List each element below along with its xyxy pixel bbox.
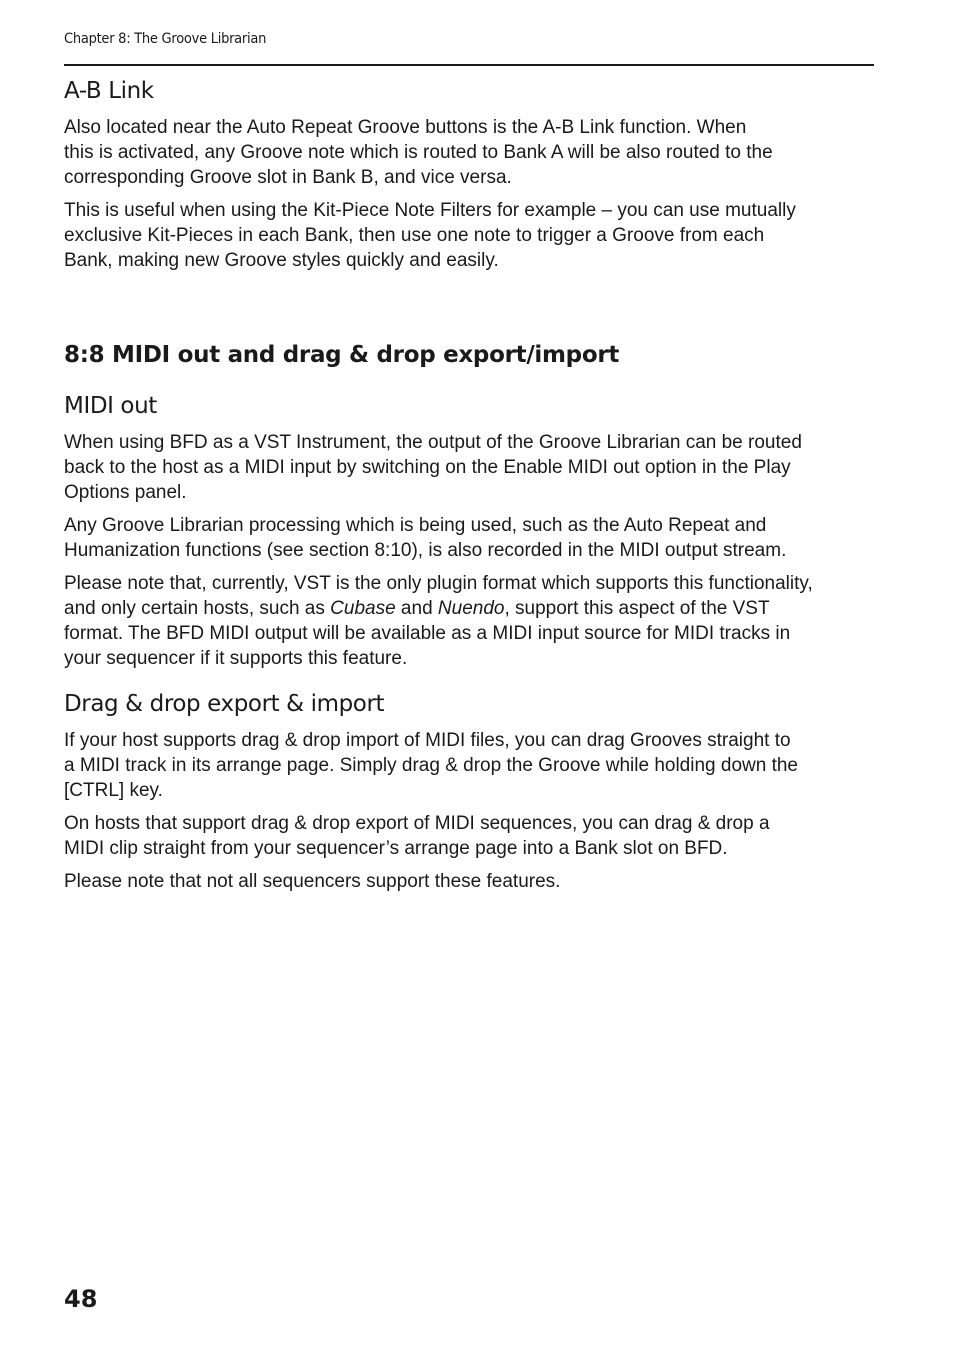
text-line: your sequencer if it supports this feature. [64, 648, 408, 669]
text-run: , support this aspect of the VST [504, 598, 770, 619]
text-line: format. The BFD MIDI output will be available as a MIDI input source for MIDI tracks in [64, 623, 791, 644]
text-line: On hosts that support drag & drop export of MIDI sequences, you can drag & drop a [64, 813, 770, 834]
midi-out-paragraph-2 [64, 513, 874, 563]
text-run: and [395, 598, 438, 619]
text-line: corresponding Groove slot in Bank B, and vice versa. [64, 167, 512, 188]
text-line: Please note that, currently, VST is the only plugin format which supports this functionality, [64, 573, 813, 594]
host-name-nuendo: Nuendo [437, 598, 505, 619]
text-line: exclusive Kit-Pieces in each Bank, then use one note to trigger a Groove from each [64, 225, 765, 246]
text-line: this is activated, any Groove note which is routed to Bank A will be also routed to the [64, 142, 773, 163]
host-name-cubase: Cubase [330, 598, 396, 619]
text-line: Any Groove Librarian processing which is being used, such as the Auto Repeat and [64, 515, 767, 536]
section-heading-8-8: 8:8 MIDI out and drag & drop export/import [64, 342, 620, 368]
text-line: If your host supports drag & drop import of MIDI files, you can drag Grooves straight to [64, 730, 791, 751]
text-line [64, 596, 874, 621]
text-line: Also located near the Auto Repeat Groove buttons is the A-B Link function. When [64, 117, 747, 138]
midi-out-paragraph-1 [64, 430, 874, 505]
midi-out-heading: MIDI out [64, 393, 157, 419]
running-header: Chapter 8: The Groove Librarian [64, 31, 267, 47]
text-line: Bank, making new Groove styles quickly and easily. [64, 250, 499, 271]
drag-drop-paragraph-3 [64, 869, 874, 894]
text-line: MIDI clip straight from your sequencer’s arrange page into a Bank slot on BFD. [64, 838, 728, 859]
page-number: 48 [64, 1285, 98, 1313]
ab-link-paragraph-2 [64, 198, 874, 273]
text-run: and only certain hosts, such as [64, 598, 331, 619]
text-line: back to the host as a MIDI input by switching on the Enable MIDI out option in the Play [64, 457, 791, 478]
ab-link-heading: A-B Link [64, 78, 154, 104]
text-line: [CTRL] key. [64, 780, 163, 801]
text-line: This is useful when using the Kit-Piece Note Filters for example – you can use mutually [64, 200, 796, 221]
text-line: a MIDI track in its arrange page. Simply drag & drop the Groove while holding down the [64, 755, 798, 776]
drag-drop-paragraph-1 [64, 728, 874, 803]
midi-out-paragraph-3 [64, 571, 874, 671]
text-line: Humanization functions (see section 8:10), is also recorded in the MIDI output stream. [64, 540, 787, 561]
text-line: Options panel. [64, 482, 187, 503]
drag-drop-heading: Drag & drop export & import [64, 691, 385, 717]
drag-drop-paragraph-2 [64, 811, 874, 861]
text-line: When using BFD as a VST Instrument, the output of the Groove Librarian can be routed [64, 432, 802, 453]
ab-link-paragraph-1 [64, 115, 874, 190]
header-rule [64, 64, 874, 66]
text-line: Please note that not all sequencers support these features. [64, 871, 561, 892]
